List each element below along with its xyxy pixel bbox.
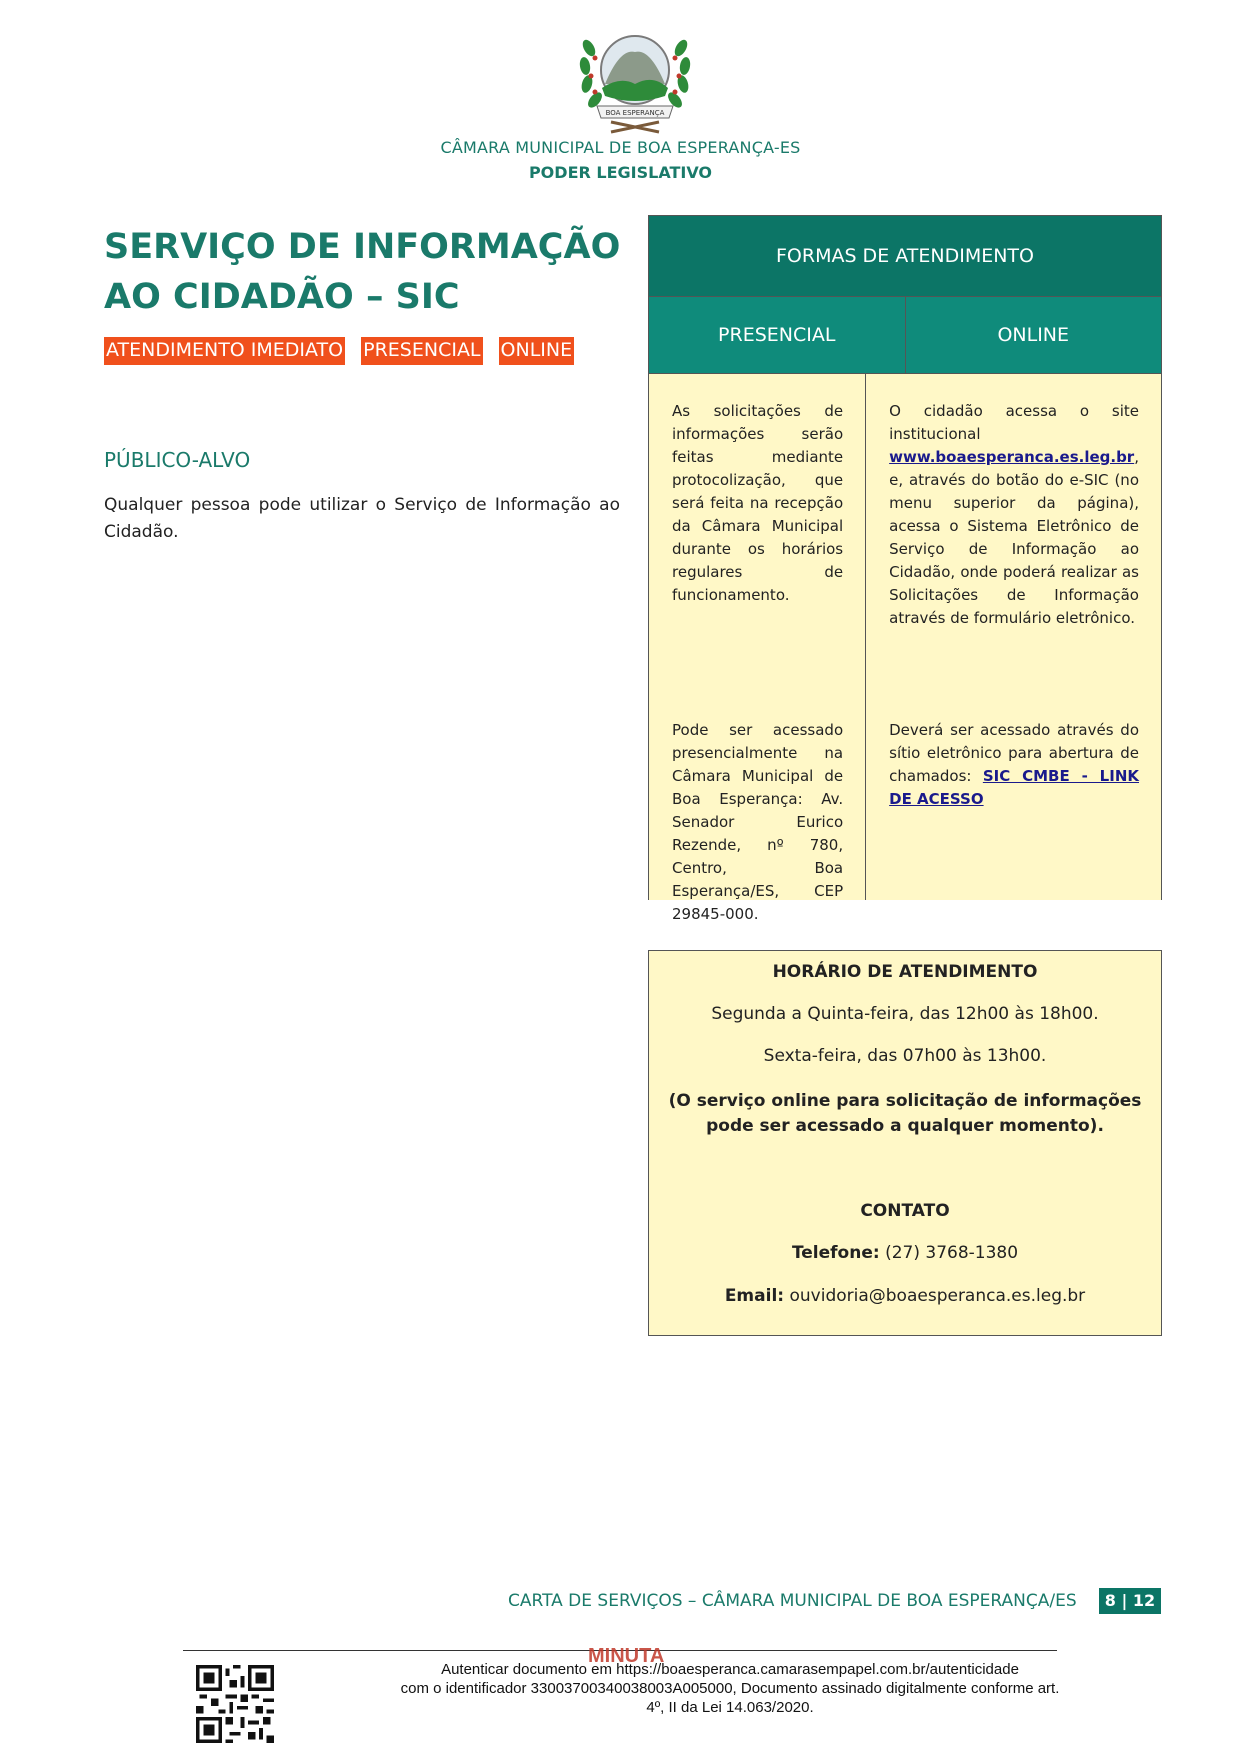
header-organization: CÂMARA MUNICIPAL DE BOA ESPERANÇA-ES	[440, 138, 801, 157]
column-head-presencial: PRESENCIAL	[649, 297, 905, 373]
hours-weekdays: Segunda a Quinta-feira, das 12h00 às 18h00.	[711, 1004, 1099, 1024]
contact-phone	[649, 1243, 1161, 1263]
hours-friday: Sexta-feira, das 07h00 às 13h00.	[763, 1046, 1047, 1066]
tag-online: ONLINE	[499, 337, 575, 365]
tag-presencial: PRESENCIAL	[361, 337, 482, 365]
qr-code-icon	[196, 1665, 274, 1743]
title-line-1: SERVIÇO DE INFORMAÇÃO	[104, 227, 621, 267]
logo-caption: BOA ESPERANÇA	[605, 109, 665, 117]
auth-line-2: com o identificador 33003700340038003A005000, Documento assinado digitalmente conforme art.	[400, 1680, 1060, 1697]
footer-title: CARTA DE SERVIÇOS – CÂMARA MUNICIPAL DE BOA ESPERANÇA/ES	[508, 1591, 1077, 1611]
sic-access-link[interactable]: SIC CMBE - LINK DE ACESSO	[889, 767, 1139, 808]
institutional-site-link[interactable]: www.boaesperanca.es.leg.br	[889, 448, 1135, 466]
email-value: ouvidoria@boaesperanca.es.leg.br	[784, 1286, 1086, 1306]
audience-text: Qualquer pessoa pode utilizar o Serviço de Informação ao Cidadão.	[104, 495, 620, 542]
online-column	[865, 374, 1161, 900]
online-p1-text-a: O cidadão acessa o site institucional	[889, 402, 1139, 443]
phone-label: Telefone:	[791, 1243, 880, 1263]
email-label: Email:	[724, 1286, 785, 1306]
forms-table-body	[649, 374, 1161, 923]
presencial-paragraph-2: Pode ser acessado presencialmente na Câmara Municipal de Boa Esperança: Av. Senador Eurico Rezende, nº 780, Centro, Boa Esperança/ES, CEP 29845-000.	[672, 721, 844, 923]
audience-title: PÚBLICO-ALVO	[104, 448, 251, 472]
forms-column-headers	[649, 297, 1161, 374]
service-tags	[104, 337, 574, 365]
hours-online-note: (O serviço online para solicitação de informações pode ser acessado a qualquer momento).	[668, 1091, 1142, 1136]
hours-contact-box	[648, 950, 1162, 1336]
coat-of-arms-logo	[575, 18, 695, 136]
page-title	[104, 222, 624, 322]
phone-value: (27) 3768-1380	[879, 1243, 1019, 1263]
auth-line-3: 4º, II da Lei 14.063/2020.	[646, 1699, 814, 1716]
header-subtitle: PODER LEGISLATIVO	[528, 163, 713, 182]
hours-title: HORÁRIO DE ATENDIMENTO	[772, 962, 1038, 982]
presencial-paragraph-1: As solicitações de informações serão feitas mediante protocolização, que será feita na recepção da Câmara Municipal durante os horários regulares de funcionamento.	[672, 402, 844, 604]
online-paragraph-2	[889, 719, 1139, 811]
contact-title: CONTATO	[860, 1201, 950, 1221]
service-forms-table	[648, 215, 1162, 923]
auth-line-1: Autenticar documento em https://boaesperanca.camarasempapel.com.br/autenticidade	[441, 1661, 1019, 1678]
presencial-column	[649, 374, 865, 923]
authentication-text	[290, 1660, 1170, 1717]
online-paragraph-1	[889, 400, 1139, 630]
column-head-online: ONLINE	[905, 297, 1162, 373]
title-line-2: AO CIDADÃO – SIC	[104, 277, 460, 317]
forms-table-header: FORMAS DE ATENDIMENTO	[649, 216, 1161, 297]
online-p1-text-b: , e, através do botão do e-SIC (no menu superior da página), acessa o Sistema Eletrônico de Serviço de Informação ao Cidadão, onde poderá realizar as Solicitações de Informação através de formulário eletrônico.	[889, 448, 1139, 627]
contact-email	[649, 1286, 1161, 1306]
page-number-badge: 8 | 12	[1099, 1588, 1161, 1614]
minuta-watermark: MINUTA	[588, 1645, 665, 1667]
tag-immediate: ATENDIMENTO IMEDIATO	[104, 337, 345, 365]
online-p2-text: Deverá ser acessado através do sítio eletrônico para abertura de chamados:	[889, 721, 1139, 785]
